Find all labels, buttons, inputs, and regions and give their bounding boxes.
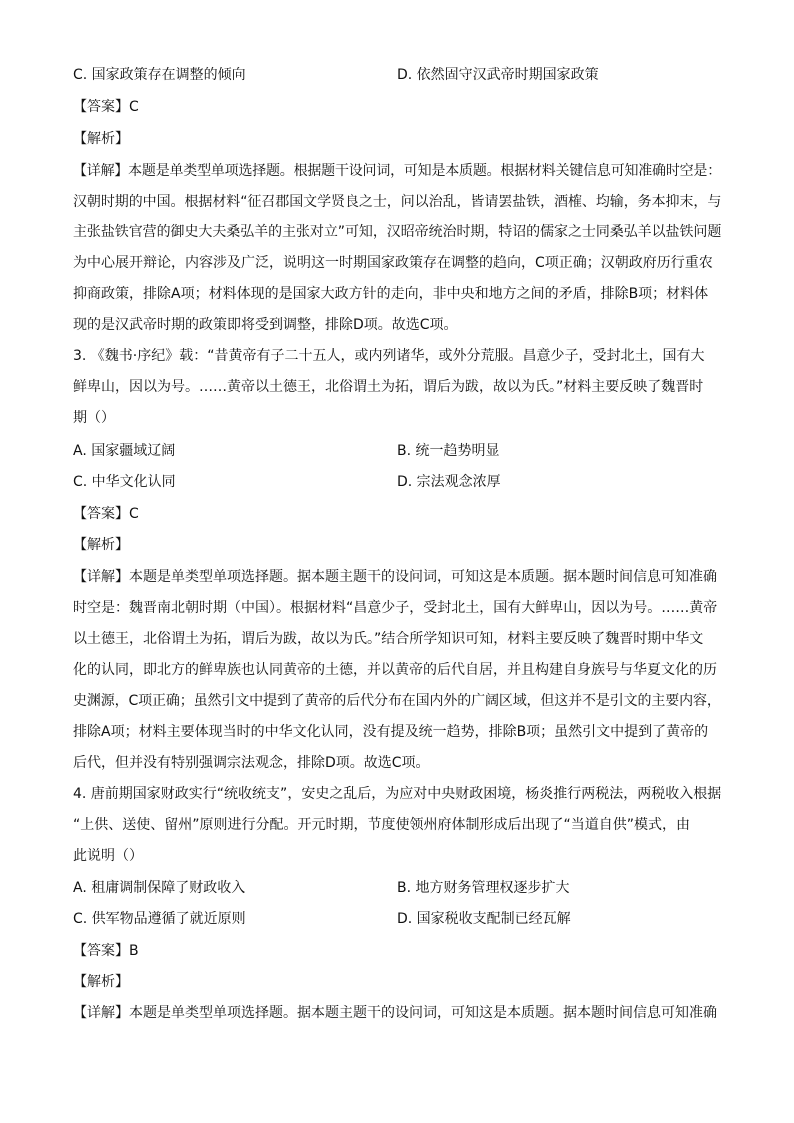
q3-detail-line: 【详解】本题是单类型单项选择题。据本题主题干的设问词，可知这是本质题。据本题时间信息可知准确 bbox=[73, 569, 717, 585]
q2-options-row-cd bbox=[73, 65, 733, 85]
q3-option-c: C. 中华文化认同 bbox=[73, 474, 176, 490]
q2-option-c: C. 国家政策存在调整的倾向 bbox=[73, 67, 246, 83]
q3-detail-line: 排除A项；材料主要体现当时的中华文化认同，没有提及统一趋势，排除B项；虽然引文中提到了黄帝的 bbox=[73, 724, 709, 740]
q4-stem-line: “上供、送使、留州”原则进行分配。开元时期，节度使领州府体制形成后出现了“当道自供”模式，由 bbox=[73, 817, 691, 833]
q3-detail-line: 化的认同，即北方的鲜卑族也认同黄帝的土德，并以黄帝的后代自居，并且构建自身族号与华夏文化的历 bbox=[73, 662, 717, 678]
q2-detail-line: 为中心展开辩论，内容涉及广泛，说明这一时期国家政策存在调整的趋向，C项正确；汉朝政府历行重农 bbox=[73, 255, 713, 271]
q3-detail-line: 以土德王，北俗谓土为拓，谓后为跋，故以为氏。”结合所学知识可知，材料主要反映了魏晋时期中华文 bbox=[73, 631, 704, 647]
q3-options-row-ab bbox=[73, 441, 733, 461]
q3-detail-line: 时空是：魏晋南北朝时期（中国）。根据材料“昌意少子，受封北土，国有大鲜卑山，因以为号。……黄帝 bbox=[73, 600, 718, 616]
q4-answer: 【答案】B bbox=[73, 943, 139, 959]
q3-stem-line: 期（） bbox=[73, 410, 115, 426]
q3-option-d: D. 宗法观念浓厚 bbox=[397, 474, 501, 490]
q2-answer: 【答案】C bbox=[73, 99, 139, 115]
q3-option-b: B. 统一趋势明显 bbox=[397, 443, 500, 459]
q3-detail-line: 后代，但并没有特别强调宗法观念，排除D项。故选C项。 bbox=[73, 755, 430, 771]
q4-option-a: A. 租庸调制保障了财政收入 bbox=[73, 880, 246, 896]
q4-option-c: C. 供军物品遵循了就近原则 bbox=[73, 911, 246, 927]
q2-detail-line: 抑商政策，排除A项；材料体现的是国家大政方针的走向，非中央和地方之间的矛盾，排除B项；材料体 bbox=[73, 286, 709, 302]
q4-stem-line: 4. 唐前期国家财政实行“统收统支”，安史之乱后，为应对中央财政困境，杨炎推行两税法，两税收入根据 bbox=[73, 786, 722, 802]
q3-options-row-cd bbox=[73, 472, 733, 492]
q4-detail-line: 【详解】本题是单类型单项选择题。据本题主题干的设问词，可知这是本质题。据本题时间信息可知准确 bbox=[73, 1005, 717, 1021]
q4-analysis-label: 【解析】 bbox=[73, 974, 129, 990]
q2-detail-line: 现的是汉武帝时期的政策即将受到调整，排除D项。故选C项。 bbox=[73, 317, 458, 333]
q3-analysis-label: 【解析】 bbox=[73, 537, 129, 553]
q4-stem-line: 此说明（） bbox=[73, 848, 143, 864]
q3-answer: 【答案】C bbox=[73, 506, 139, 522]
q3-stem-line: 3. 《魏书·序纪》载：“昔黄帝有子二十五人，或内列诸华，或外分荒服。昌意少子，受封北土，国有大 bbox=[73, 348, 705, 364]
q4-option-d: D. 国家税收支配制已经瓦解 bbox=[397, 911, 571, 927]
q2-detail-line: 汉朝时期的中国。根据材料“征召郡国文学贤良之士，问以治乱，皆请罢盐铁，酒榷、均输，务本抑末，与 bbox=[73, 194, 722, 210]
q4-options-row-ab bbox=[73, 878, 733, 898]
q4-option-b: B. 地方财务管理权逐步扩大 bbox=[397, 880, 570, 896]
q2-option-d: D. 依然固守汉武帝时期国家政策 bbox=[397, 67, 599, 83]
q2-detail-line: 【详解】本题是单类型单项选择题。根据题干设问词，可知是本质题。根据材料关键信息可知准确时空是： bbox=[73, 163, 721, 179]
q3-stem-line: 鲜卑山，因以为号。……黄帝以土德王，北俗谓土为拓，谓后为跋，故以为氏。”材料主要反映了魏晋时 bbox=[73, 379, 704, 395]
q2-detail-line: 主张盐铁官营的御史大夫桑弘羊的主张对立”可知，汉昭帝统治时期，特诏的儒家之士同桑弘羊以盐铁问题 bbox=[73, 224, 722, 240]
q4-options-row-cd bbox=[73, 909, 733, 929]
q3-detail-line: 史渊源，C项正确；虽然引文中提到了黄帝的后代分布在国内外的广阔区域，但这并不是引文的主要内容， bbox=[73, 693, 721, 709]
q3-option-a: A. 国家疆域辽阔 bbox=[73, 443, 176, 459]
q2-analysis-label: 【解析】 bbox=[73, 131, 129, 147]
